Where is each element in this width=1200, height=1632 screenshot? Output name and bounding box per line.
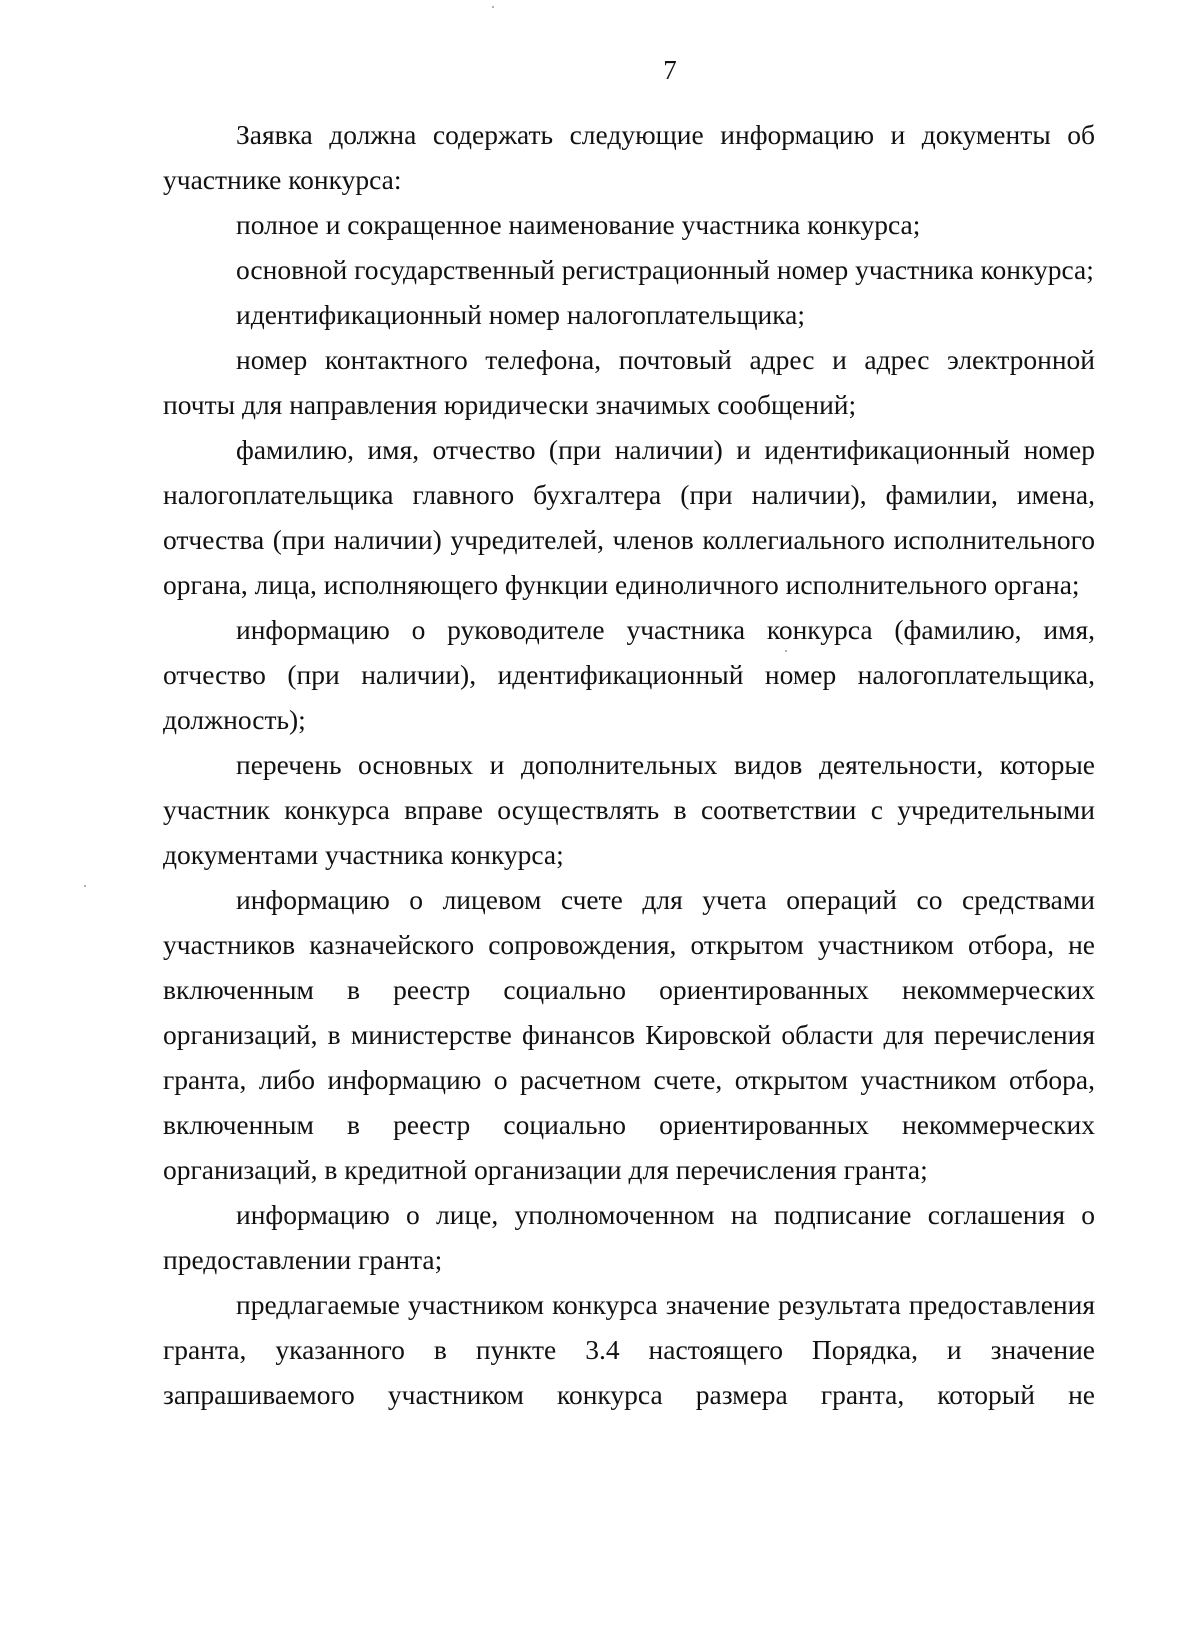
- paragraph-contacts: номер контактного телефона, почтовый адрес и адрес электронной почты для направления юридически значимых сообщений;: [163, 344, 1095, 420]
- scan-speck: [84, 885, 86, 887]
- paragraph-inn: идентификационный номер налогоплательщика;: [236, 299, 806, 330]
- paragraph-director: информацию о руководителе участника конкурса (фамилию, имя, отчество (при наличии), идентификационный номер налогоплательщика, должность);: [163, 614, 1095, 735]
- page-number: 7: [663, 55, 677, 85]
- paragraph-signatory: информацию о лице, уполномоченном на подписание соглашения о предоставлении гранта;: [163, 1199, 1095, 1275]
- paragraph-result-value: предлагаемые участником конкурса значение результата предоставления гранта, указанного в пункте 3.4 настоящего Порядка, и значение запрашиваемого участником конкурса размера гранта, который не: [163, 1289, 1095, 1410]
- paragraph-ogrn: основной государственный регистрационный номер участника конкурса;: [236, 254, 1094, 285]
- scan-speck: [492, 6, 494, 8]
- paragraph-accountant-founders: фамилию, имя, отчество (при наличии) и идентификационный номер налогоплательщика главного бухгалтера (при наличии), фамилии, имена, отчества (при наличии) учредителей, членов коллегиального исполнительного органа, лица, исполняющего функции единоличного исполнительного органа;: [163, 434, 1095, 600]
- paragraph-accounts: информацию о лицевом счете для учета операций со средствами участников казначейского сопровождения, открытом участником отбора, не включенным в реестр социально ориентированных некоммерческих организаций, в министерстве финансов Кировской области для перечисления гранта, либо информацию о расчетном счете, открытом участником отбора, включенным в реестр социально ориентированных некоммерческих организаций, в кредитной организации для перечисления гранта;: [163, 884, 1095, 1185]
- paragraph-application-contents: Заявка должна содержать следующие информацию и документы об участнике конкурса:: [163, 119, 1095, 195]
- paragraph-activities: перечень основных и дополнительных видов деятельности, которые участник конкурса вправе осуществлять в соответствии с учредительными документами участника конкурса;: [163, 749, 1095, 870]
- scan-speck: [785, 650, 787, 652]
- paragraph-full-name: полное и сокращенное наименование участника конкурса;: [236, 209, 921, 240]
- document-body: [163, 112, 1095, 1417]
